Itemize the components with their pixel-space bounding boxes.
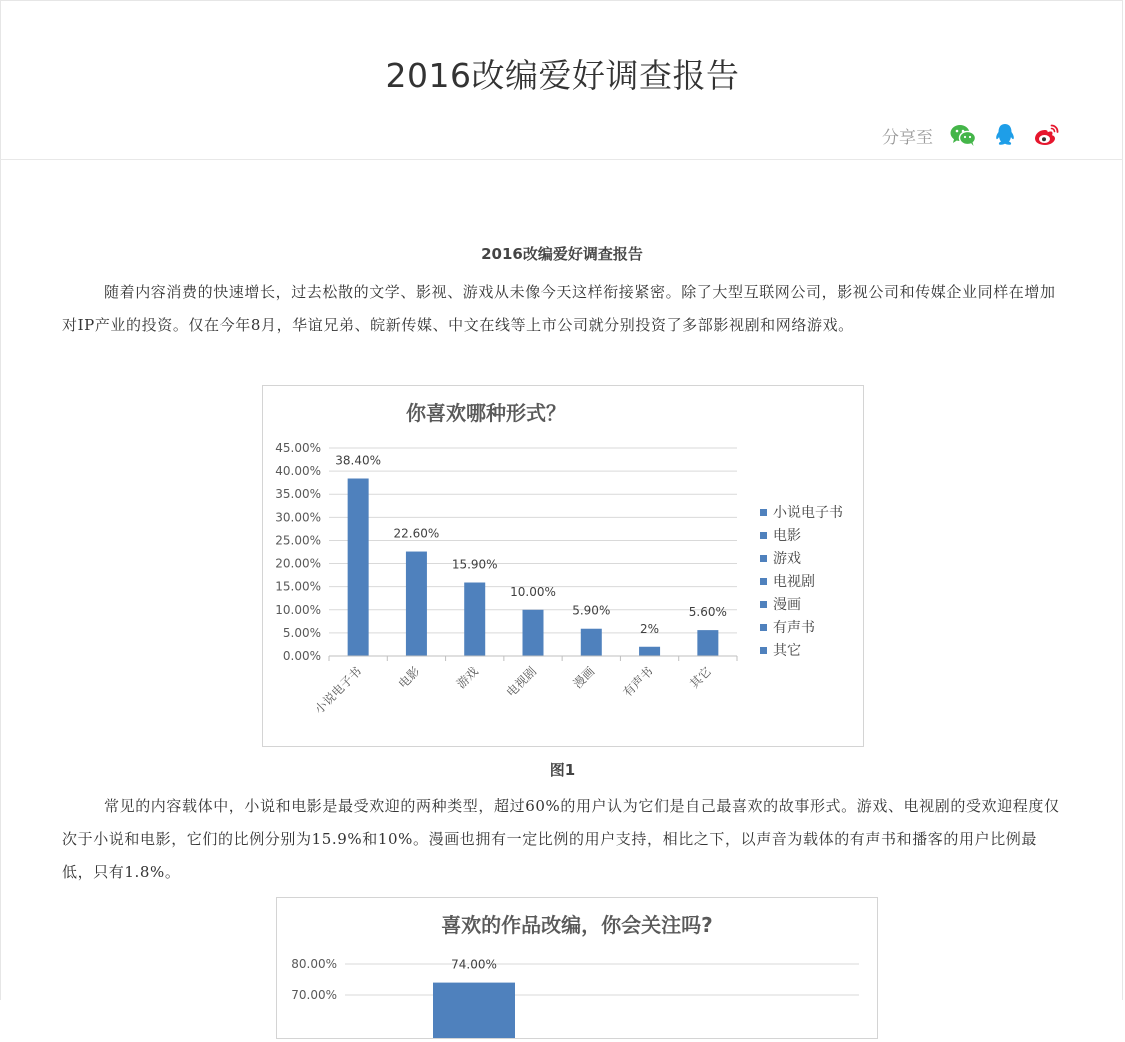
data-label: 10.00% [510, 584, 556, 599]
article-paragraph: 随着内容消费的快速增长，过去松散的文学、影视、游戏从未像今天这样衔接紧密。除了大型互联网公司，影视公司和传媒企业同样在增加对IP产业的投资。仅在今年8月，华谊兄弟、皖新传媒、中文在线等上市公司就分别投资了多部影视剧和网络游戏。 [62, 283, 1056, 334]
bar [581, 629, 602, 656]
chart-2 [277, 898, 877, 1038]
bar [433, 983, 515, 1038]
qq-icon[interactable] [991, 122, 1019, 148]
chart-2-frame [276, 897, 878, 1039]
article-heading: 2016改编爱好调查报告 [481, 245, 643, 263]
article-body-2 [62, 790, 1062, 889]
x-tick-label: 小说电子书 [311, 664, 365, 717]
legend-swatch [760, 578, 767, 585]
data-label: 15.90% [451, 557, 498, 572]
legend-item: 有声书 [773, 620, 815, 636]
legend-swatch [760, 601, 767, 608]
y-tick-label: 0.00% [282, 649, 321, 663]
y-tick-label: 30.00% [275, 510, 321, 525]
x-tick-label: 其它 [687, 664, 714, 692]
y-tick-label: 25.00% [275, 533, 321, 548]
article-paragraph: 常见的内容载体中，小说和电影是最受欢迎的两种类型，超过60%的用户认为它们是自己最喜欢的故事形式。游戏、电视剧的受欢迎程度仅次于小说和电影，它们的比例分别为15.9%和10%。漫画也拥有一定比例的用户支持，相比之下，以声音为载体的有声书和播客的用户比例最低，只有1.8%。 [62, 797, 1060, 881]
y-tick-label: 5.00% [282, 625, 321, 640]
legend-swatch [760, 555, 767, 562]
y-tick-label: 10.00% [275, 602, 321, 617]
article-body [62, 240, 1062, 342]
data-label: 5.60% [688, 605, 727, 620]
legend-item: 游戏 [773, 551, 801, 567]
y-tick-label: 70.00% [291, 988, 337, 1002]
y-tick-label: 15.00% [275, 579, 321, 594]
legend-item: 小说电子书 [773, 505, 843, 521]
x-tick-label: 电影 [395, 664, 423, 692]
data-label: 5.90% [572, 603, 611, 618]
x-tick-label: 漫画 [570, 664, 598, 692]
legend-item: 电视剧 [773, 574, 815, 590]
chart-title: 喜欢的作品改编，你会关注吗? [441, 913, 713, 937]
bar [348, 479, 369, 656]
legend-item: 电影 [773, 528, 801, 544]
y-tick-label: 80.00% [291, 957, 337, 971]
share-bar [882, 121, 1061, 149]
y-tick-label: 40.00% [275, 464, 321, 479]
x-tick-label: 电视剧 [503, 664, 540, 700]
page-header [0, 0, 1123, 160]
y-tick-label: 35.00% [275, 487, 321, 502]
legend-item: 其它 [773, 643, 801, 659]
legend-swatch [760, 509, 767, 516]
y-tick-label: 20.00% [275, 556, 321, 571]
x-tick-label: 有声书 [620, 664, 656, 700]
wechat-icon[interactable] [949, 122, 977, 148]
legend-swatch [760, 647, 767, 654]
weibo-icon[interactable] [1033, 122, 1061, 148]
data-label: 74.00% [451, 957, 497, 972]
chart-1-frame [262, 385, 864, 747]
bar [464, 583, 485, 656]
bar [697, 630, 718, 656]
chart-title: 你喜欢哪种形式？ [406, 401, 566, 425]
chart-1 [263, 386, 863, 746]
x-tick-label: 游戏 [453, 664, 481, 692]
figure-1-caption: 图1 [549, 761, 576, 779]
data-label: 38.40% [335, 453, 382, 468]
legend-swatch [760, 532, 767, 539]
bar [406, 552, 427, 656]
legend-swatch [760, 624, 767, 631]
page-title: 2016改编爱好调查报告 [385, 56, 740, 95]
y-tick-label: 45.00% [275, 441, 321, 455]
legend-item: 漫画 [773, 597, 801, 613]
data-label: 2% [640, 621, 660, 636]
bar [639, 647, 660, 656]
data-label: 22.60% [393, 526, 440, 541]
share-label: 分享至 [882, 127, 933, 148]
bar [523, 610, 544, 656]
